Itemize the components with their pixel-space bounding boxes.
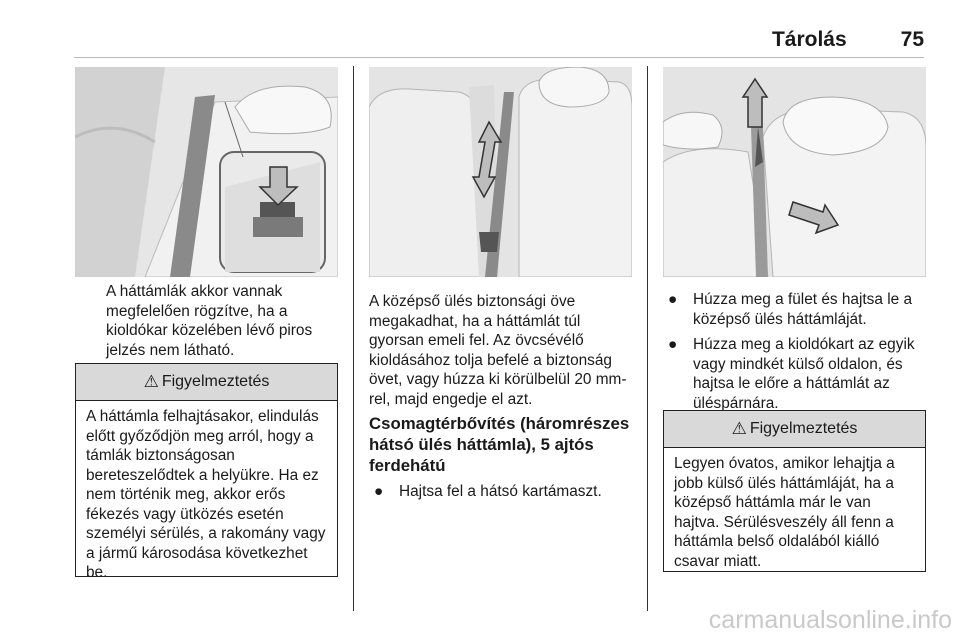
fold-backrest-drawing xyxy=(663,67,926,277)
column-divider xyxy=(647,66,648,611)
warning-header xyxy=(76,364,337,401)
list-item-text: Hajtsa fel a hátsó kartámaszt. xyxy=(399,483,602,500)
list-item xyxy=(369,482,644,502)
seatback-latch-illustration xyxy=(75,67,338,277)
warning-box xyxy=(663,410,926,572)
watermark: carmanualsonline.info xyxy=(708,606,952,634)
center-belt-illustration xyxy=(369,67,632,277)
list-item-text: Húzza meg a fület és hajtsa le a középső ülés háttámláját. xyxy=(693,291,913,328)
list-item xyxy=(663,290,933,329)
seatback-caption: A háttámlák akkor vannak megfelelően rögzítve, ha a kioldókar közelében lévő piros jelzés nem látható. xyxy=(106,283,313,359)
list-item-text: Húzza meg a kioldókart az egyik vagy mindkét külső oldalon, és hajtsa le előre a háttámlát az üléspárnára. xyxy=(693,336,915,412)
warning-icon: ⚠ xyxy=(143,372,159,391)
bullet-icon: ● xyxy=(668,291,678,308)
warning-title: Figyelmeztetés xyxy=(749,420,858,437)
seatback-latch-drawing xyxy=(75,67,338,277)
warning-title: Figyelmeztetés xyxy=(161,373,270,390)
bullet-icon: ● xyxy=(668,336,678,353)
warning-icon: ⚠ xyxy=(731,419,747,438)
fold-backrest-illustration xyxy=(663,67,926,277)
column-divider xyxy=(353,66,354,611)
center-belt-drawing xyxy=(369,67,632,277)
bullet-list xyxy=(663,290,933,419)
bullet-list xyxy=(369,482,644,508)
section-title: Tárolás xyxy=(771,28,847,51)
center-belt-paragraph: A középső ülés biztonsági öve megakadhat, ha a háttámlát túl gyorsan emeli fel. Az övcsévélő kioldásához tolja befelé a biztonság övet, vagy húzza ki körülbelül 20 mm-rel, majd engedje el azt. xyxy=(369,293,627,408)
page-header xyxy=(772,28,924,52)
header-rule xyxy=(74,57,924,58)
warning-box xyxy=(75,363,338,581)
section-heading: Csomagtérbővítés (háromrészes hátsó ülés háttámla), 5 ajtós ferdehátú xyxy=(369,414,630,475)
warning-text: Legyen óvatos, amikor lehajtja a jobb külső ülés háttámláját, ha a középső háttámla már le van hajtva. Sérülésveszély áll fenn a háttámla belső oldalából kiálló csavar miatt. xyxy=(674,455,895,570)
bullet-icon: ● xyxy=(374,483,384,500)
warning-text: A háttámla felhajtásakor, elindulás előtt győződjön meg arról, hogy a támlák biztonságosan bereteszelődtek a helyükre. Ha ez nem történik meg, akkor erős fékezés vagy ütközés esetén személyi sérülés, a rakomány vagy a jármű károsodása következhet be. xyxy=(86,408,326,581)
warning-header xyxy=(664,411,925,448)
list-item xyxy=(663,335,933,413)
page-number: 75 xyxy=(900,28,924,51)
